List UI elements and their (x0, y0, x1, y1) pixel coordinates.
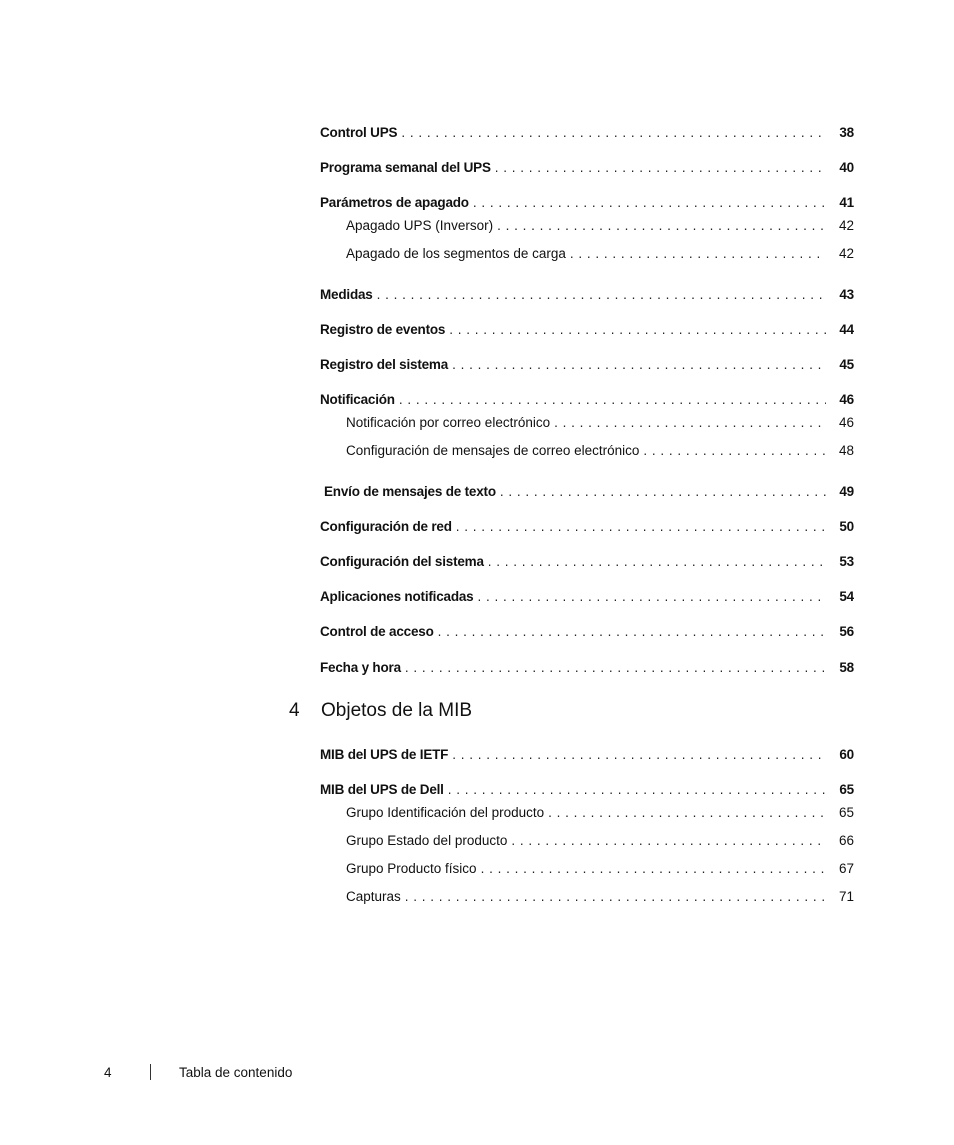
dot-leader (473, 195, 826, 210)
toc-entry-label: Configuración de red (320, 519, 452, 534)
dot-leader (478, 589, 827, 604)
toc-entry[interactable] (320, 357, 854, 372)
toc-subentry[interactable] (346, 415, 854, 430)
dot-leader (497, 218, 826, 233)
dot-leader (554, 415, 826, 430)
toc-entry-label: Control UPS (320, 125, 398, 140)
toc-subentry[interactable] (346, 246, 854, 261)
chapter-title: Objetos de la MIB (321, 700, 473, 721)
footer-section-title: Tabla de contenido (179, 1064, 293, 1080)
toc-subentry[interactable] (346, 805, 854, 820)
toc-entry-label: Configuración del sistema (320, 554, 484, 569)
dot-leader (456, 519, 826, 534)
dot-leader (643, 443, 826, 458)
toc-entry[interactable] (320, 160, 854, 175)
toc-entry-page: 65 (838, 805, 854, 820)
toc-entry-page: 58 (839, 660, 854, 675)
dot-leader (452, 357, 826, 372)
toc-entry-page: 56 (839, 624, 854, 639)
dot-leader (481, 861, 826, 876)
dot-leader (452, 747, 826, 762)
toc-entry-label: Fecha y hora (320, 660, 401, 675)
toc-entry-label: Medidas (320, 287, 373, 302)
toc-entry-page: 42 (838, 218, 854, 233)
dot-leader (377, 287, 826, 302)
dot-leader (495, 160, 826, 175)
toc-entry[interactable] (320, 660, 854, 675)
toc-entry-page: 54 (839, 589, 854, 604)
toc-entry-page: 50 (839, 519, 854, 534)
toc-entry-page: 60 (839, 747, 854, 762)
toc-entry-label: Aplicaciones notificadas (320, 589, 474, 604)
toc-entry-page: 71 (838, 889, 854, 904)
dot-leader (511, 833, 826, 848)
toc-entry[interactable] (320, 624, 854, 639)
toc-entry-label: Control de acceso (320, 624, 434, 639)
toc-entry-label: Grupo Identificación del producto (346, 805, 545, 820)
toc-entry-page: 65 (839, 782, 854, 797)
toc-entry-page: 53 (839, 554, 854, 569)
toc-entry-label: Notificación (320, 392, 395, 407)
toc-entry-page: 66 (838, 833, 854, 848)
toc-entry[interactable] (324, 484, 854, 499)
toc-entry-page: 67 (838, 861, 854, 876)
toc-entry-page: 43 (839, 287, 854, 302)
dot-leader (401, 125, 826, 140)
dot-leader (449, 322, 826, 337)
toc-entry[interactable] (320, 747, 854, 762)
toc-entry[interactable] (320, 392, 854, 407)
toc-entry-label: Apagado UPS (Inversor) (346, 218, 494, 233)
toc-subentry[interactable] (346, 861, 854, 876)
toc-entry-label: Parámetros de apagado (320, 195, 469, 210)
toc-entry-page: 44 (839, 322, 854, 337)
chapter-heading[interactable] (289, 700, 472, 722)
toc-entry-label: Grupo Producto físico (346, 861, 477, 876)
toc-entry-page: 45 (839, 357, 854, 372)
chapter-number: 4 (289, 700, 300, 721)
toc-entry[interactable] (320, 125, 854, 140)
toc-entry-label: Registro del sistema (320, 357, 449, 372)
toc-entry[interactable] (320, 782, 854, 797)
toc-entry-label: Apagado de los segmentos de carga (346, 246, 566, 261)
toc-entry-label: Programa semanal del UPS (320, 160, 491, 175)
toc-entry-page: 41 (839, 195, 854, 210)
dot-leader (548, 805, 826, 820)
toc-entry-label: Registro de eventos (320, 322, 446, 337)
dot-leader (570, 246, 826, 261)
toc-entry-label: Grupo Estado del producto (346, 833, 508, 848)
toc-entry-label: MIB del UPS de Dell (320, 782, 444, 797)
toc-entry-label: Capturas (346, 889, 401, 904)
dot-leader (438, 624, 826, 639)
toc-entry-page: 48 (838, 443, 854, 458)
toc-entry[interactable] (320, 519, 854, 534)
toc-subentry[interactable] (346, 833, 854, 848)
footer-divider (150, 1064, 151, 1080)
toc-entry[interactable] (320, 554, 854, 569)
toc-entry-page: 49 (839, 484, 854, 499)
toc-entry-label: Notificación por correo electrónico (346, 415, 551, 430)
toc-entry-page: 42 (838, 246, 854, 261)
dot-leader (500, 484, 826, 499)
toc-entry[interactable] (320, 322, 854, 337)
dot-leader (405, 889, 826, 904)
toc-subentry[interactable] (346, 218, 854, 233)
toc-entry[interactable] (320, 589, 854, 604)
toc-entry-label: Envío de mensajes de texto (324, 484, 496, 499)
toc-entry-page: 46 (838, 415, 854, 430)
toc-subentry[interactable] (346, 889, 854, 904)
toc-subentry[interactable] (346, 443, 854, 458)
toc-entry-label: MIB del UPS de IETF (320, 747, 449, 762)
page-footer (104, 1064, 292, 1080)
toc-entry-page: 46 (839, 392, 854, 407)
toc-entry-page: 38 (839, 125, 854, 140)
toc-entry[interactable] (320, 287, 854, 302)
footer-page-number: 4 (104, 1064, 112, 1080)
dot-leader (399, 392, 826, 407)
dot-leader (448, 782, 826, 797)
dot-leader (488, 554, 826, 569)
toc-entry-page: 40 (839, 160, 854, 175)
toc-entry-label: Configuración de mensajes de correo electrónico (346, 443, 640, 458)
dot-leader (405, 660, 826, 675)
toc-entry[interactable] (320, 195, 854, 210)
